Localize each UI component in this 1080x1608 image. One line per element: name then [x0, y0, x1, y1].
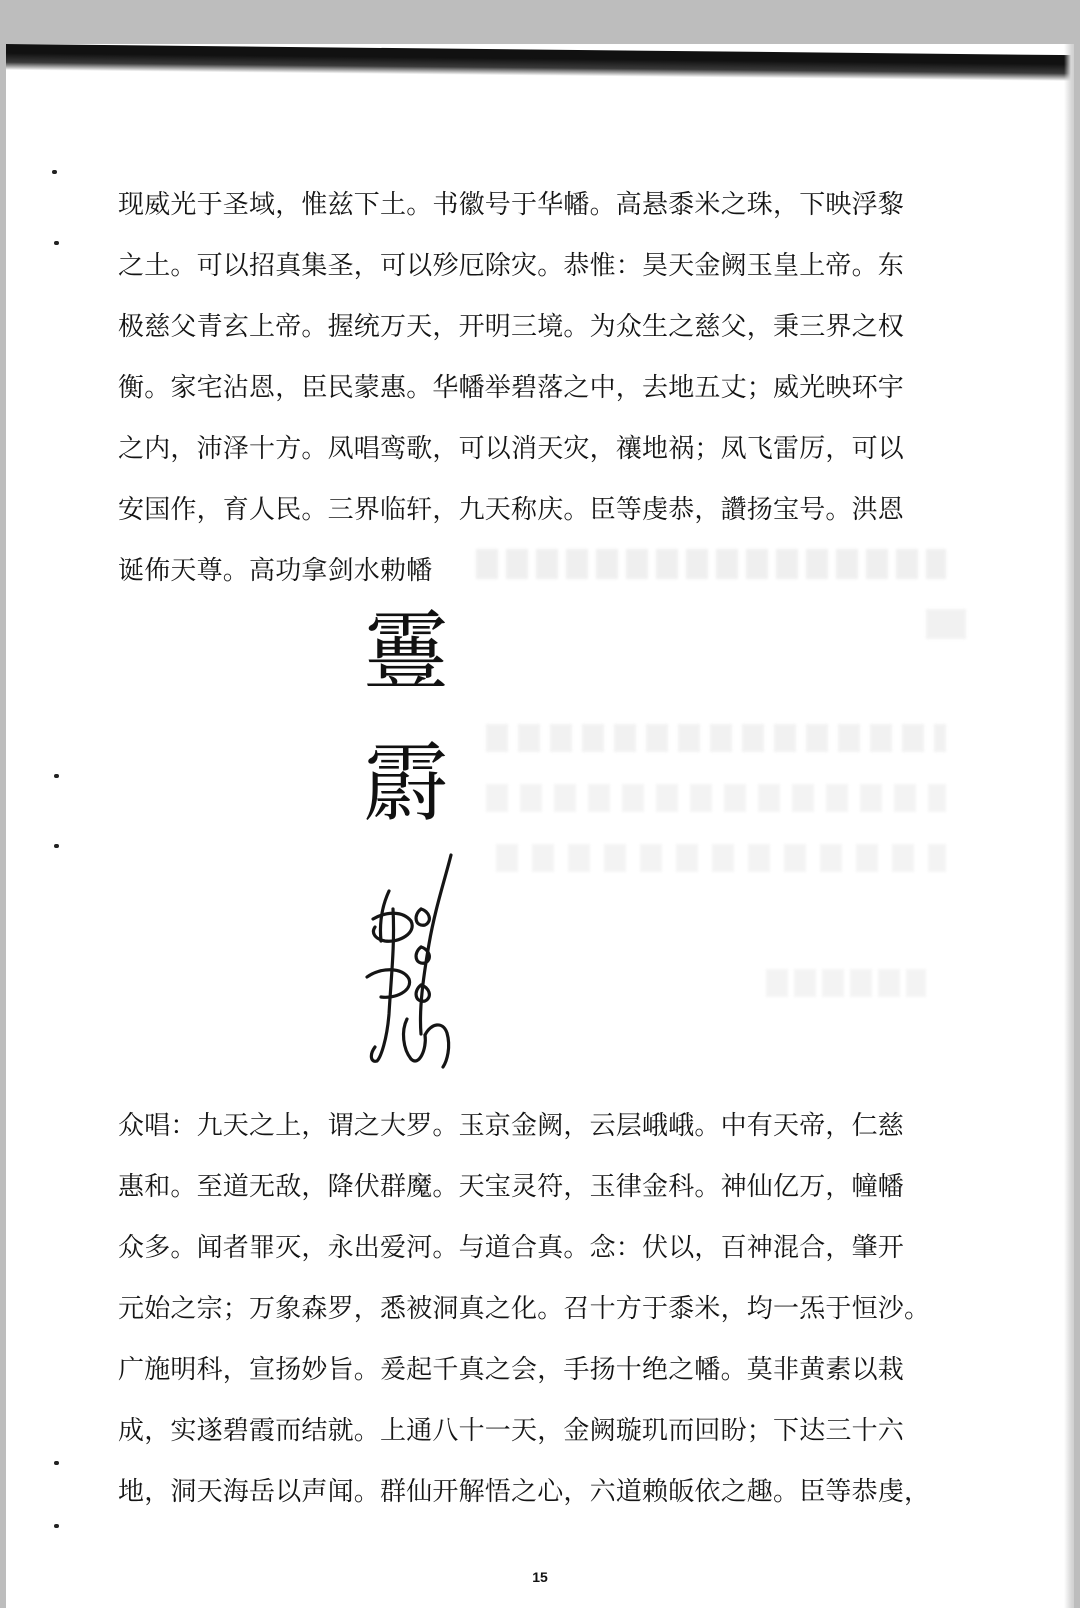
scan-top-shadow	[6, 44, 1074, 81]
text-line: 之土。可以招真集圣，可以殄厄除灾。恭惟：昊天金阙玉皇上帝。东	[118, 251, 905, 281]
document-page	[6, 44, 1074, 1608]
talisman-middle-char: 霨	[363, 734, 449, 834]
margin-speck	[54, 774, 59, 778]
text-line: 众多。闻者罪灭，永出爱河。与道合真。念：伏以，百神混合，肇开	[118, 1233, 905, 1263]
margin-speck	[54, 1461, 59, 1465]
page-number: 15	[532, 1569, 548, 1585]
bleed-through-6	[766, 969, 926, 997]
bleed-through-3	[486, 724, 946, 752]
talisman-fu	[351, 604, 481, 1074]
text-line: 之内，沛泽十方。凤唱鸾歌，可以消天灾，禳地祸；凤飞雷厉，可以	[118, 434, 905, 464]
text-line: 元始之宗；万象森罗，悉被洞真之化。召十方于黍米，均一炁于恒沙。	[118, 1294, 931, 1324]
text-line: 现威光于圣域，惟兹下土。书徽号于华幡。高悬黍米之珠，下映浮黎	[118, 190, 905, 220]
margin-speck	[54, 844, 59, 848]
bleed-through-2	[926, 609, 966, 639]
paragraph-1	[118, 175, 948, 602]
bleed-through-4	[486, 784, 946, 812]
text-line: 极慈父青玄上帝。握统万天，开明三境。为众生之慈父，秉三界之权	[118, 312, 905, 342]
scan-right-edge	[1064, 44, 1074, 1608]
text-line: 众唱：九天之上，谓之大罗。玉京金阙，云层峨峨。中有天帝，仁慈	[118, 1111, 905, 1141]
text-line: 衡。家宅沾恩，臣民蒙惠。华幡举碧落之中，去地五丈；威光映环宇	[118, 373, 905, 403]
talisman-squiggle-glyph	[359, 849, 469, 1074]
text-line: 广施明科，宣扬妙旨。爰起千真之会，手扬十绝之幡。莫非黄素以栽	[118, 1355, 905, 1385]
text-line: 地，洞天海岳以声闻。群仙开解悟之心，六道赖皈依之趣。臣等恭虔，	[118, 1477, 931, 1507]
talisman-top-char: 霻	[363, 602, 449, 702]
paragraph-2	[118, 1096, 948, 1523]
text-line: 安国作，育人民。三界临轩，九天称庆。臣等虔恭，讚扬宝号。洪恩	[118, 495, 905, 525]
text-line: 成，实遂碧霞而结就。上通八十一天，金阙璇玑而回盼；下达三十六	[118, 1416, 905, 1446]
text-line: 诞佈天尊。高功拿剑水勅幡	[118, 556, 433, 586]
margin-speck	[54, 1524, 59, 1528]
text-line: 惠和。至道无敌，降伏群魔。天宝灵符，玉律金科。神仙亿万，幢幡	[118, 1172, 905, 1202]
bleed-through-5	[496, 844, 946, 872]
margin-speck	[52, 170, 57, 174]
margin-speck	[54, 241, 59, 245]
